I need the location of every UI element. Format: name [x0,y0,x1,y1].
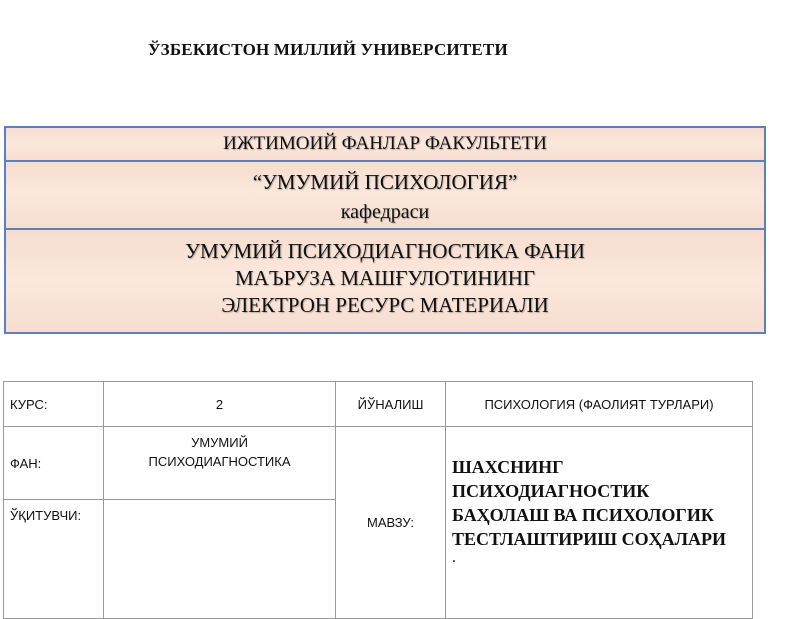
course-info-table [3,381,753,619]
teacher-value [104,500,336,619]
department-word: кафедраси [340,201,430,223]
table-row [4,427,753,500]
subject-value [104,427,336,500]
course-value: 2 [104,382,336,427]
course-label: КУРС: [4,382,104,427]
topic-trailing-mark: . [452,549,456,566]
subject-value-line-2: ПСИХОДИАГНОСТИКА [148,454,291,469]
faculty-name: ИЖТИМОИЙ ФАНЛАР ФАКУЛЬТЕТИ [223,133,547,154]
subject-line-2: МАЪРУЗА МАШҒУЛОТИНИНГ [234,266,536,290]
university-title: ЎЗБЕКИСТОН МИЛЛИЙ УНИВЕРСИТЕТИ [148,40,508,59]
subject-label: ФАН: [4,427,104,500]
subject-line-1: УМУМИЙ ПСИХОДИАГНОСТИКА ФАНИ [185,239,585,263]
topic-value: ШАХСНИНГ ПСИХОДИАГНОСТИК БАҲОЛАШ ВА ПСИХОЛОГИК ТЕСТЛАШТИРИШ СОҲАЛАРИ [452,457,726,549]
direction-label: ЙЎНАЛИШ [336,382,446,427]
faculty-band [6,128,764,162]
department-band [6,162,764,230]
direction-value: ПСИХОЛОГИЯ (ФАОЛИЯТ ТУРЛАРИ) [446,382,753,427]
subject-line-3: ЭЛЕКТРОН РЕСУРС МАТЕРИАЛИ [221,293,549,317]
table-row [4,382,753,427]
topic-label: МАВЗУ: [336,427,446,619]
department-name: “УМУМИЙ ПСИХОЛОГИЯ” [252,170,518,194]
title-banner [4,126,766,334]
teacher-label: ЎҚИТУВЧИ: [4,500,104,619]
subject-value-line-1: УМУМИЙ [191,435,248,450]
subject-band [6,230,764,332]
topic-cell [446,427,753,619]
